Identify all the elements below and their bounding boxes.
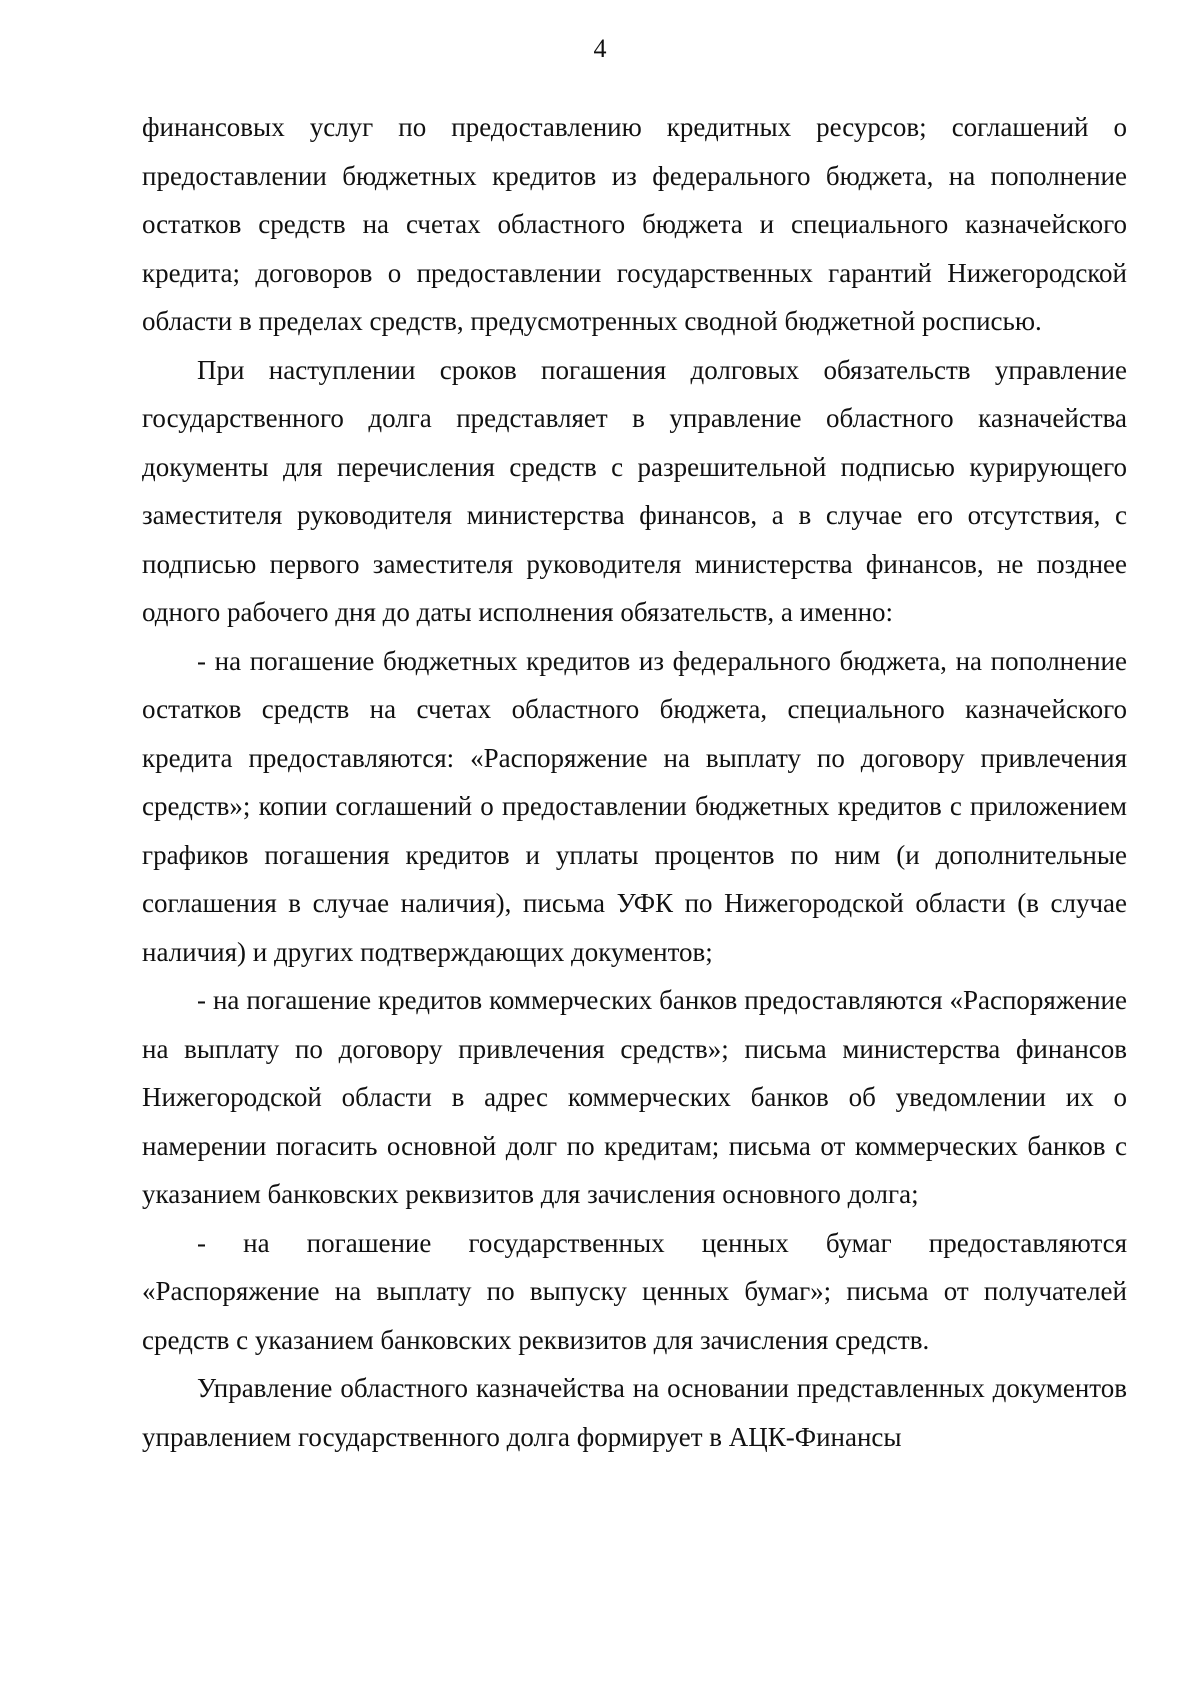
page-number: 4 bbox=[593, 34, 607, 63]
paragraph-treasury-department: Управление областного казначейства на основании представленных документов управлением государственного долга формирует в АЦК-Финансы bbox=[142, 1373, 1127, 1452]
list-item-budget-credits: - на погашение бюджетных кредитов из федерального бюджета, на пополнение остатков средств на счетах областного бюджета, специального казначейского кредита предоставляются: «Распоряжение на выплату по договору привлечения средств»; копии соглашений о предоставлении бюджетных кредитов с приложением графиков погашения кредитов и уплаты процентов по ним (и дополнительные соглашения в случае наличия), письма УФК по Нижегородской области (в случае наличия) и других подтверждающих документов; bbox=[142, 645, 1127, 967]
list-item-securities: - на погашение государственных ценных бумаг предоставляются «Распоряжение на выплату по выпуску ценных бумаг»; письма от получателей средств с указанием банковских реквизитов для зачисления средств. bbox=[142, 1227, 1127, 1355]
list-item-commercial-bank-credits: - на погашение кредитов коммерческих банков предоставляются «Распоряжение на выплату по договору привлечения средств»; письма министерства финансов Нижегородской области в адрес коммерческих банков об уведомлении их о намерении погасить основной долг по кредитам; письма от коммерческих банков с указанием банковских реквизитов для зачисления основного долга; bbox=[142, 985, 1127, 1209]
paragraph-repayment-procedure: При наступлении сроков погашения долговых обязательств управление государственного долга представляет в управление областного казначейства документы для перечисления средств с разрешительной подписью курирующего заместителя руководителя министерства финансов, а в случае его отсутствия, с подписью первого заместителя руководителя министерства финансов, не позднее одного рабочего дня до даты исполнения обязательств, а именно: bbox=[142, 354, 1127, 627]
paragraph-continuation: финансовых услуг по предоставлению кредитных ресурсов; соглашений о предоставлении бюджетных кредитов из федерального бюджета, на пополнение остатков средств на счетах областного бюджета и специального казначейского кредита; договоров о предоставлении государственных гарантий Нижегородской области в пределах средств, предусмотренных сводной бюджетной росписью. bbox=[142, 112, 1127, 336]
document-body bbox=[142, 103, 1127, 1461]
